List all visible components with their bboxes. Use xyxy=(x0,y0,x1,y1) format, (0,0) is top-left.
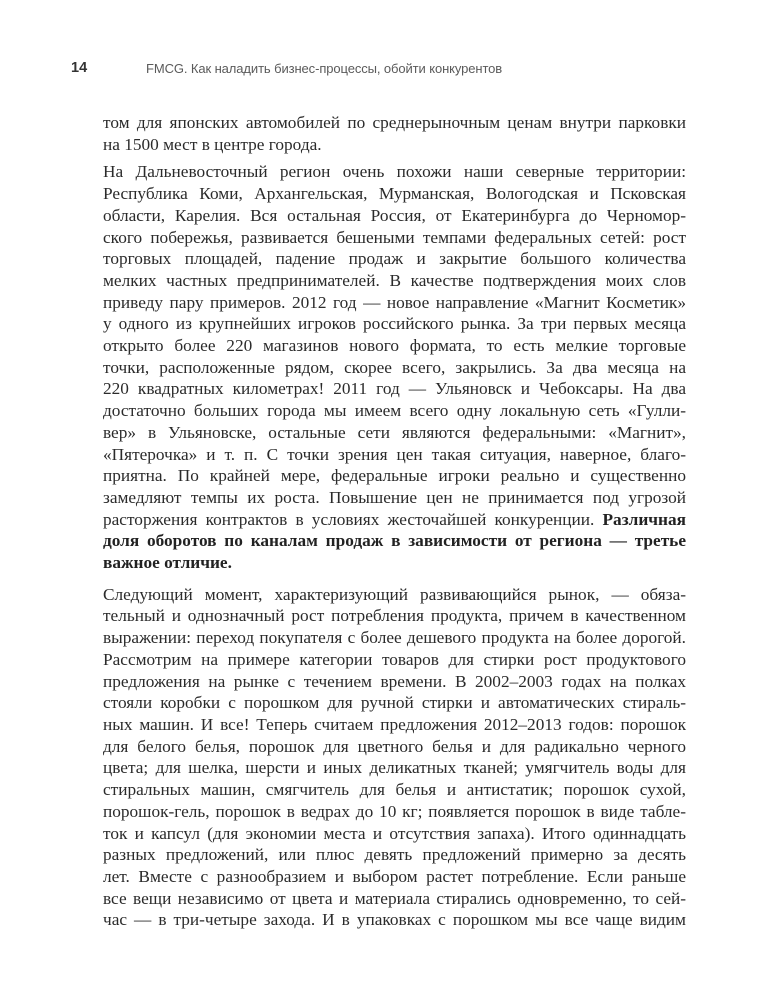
text-line: все вещи независимо от цвета и материала стирались одновременно, то сей- xyxy=(103,888,686,908)
text-normal: расторжения контрактов в условиях жесточайшей конкуренции. xyxy=(103,509,603,529)
text-line: вер» в Ульяновске, остальные сети являются федеральными: «Магнит», xyxy=(103,422,686,442)
text-line: приятна. По крайней мере, федеральные игроки реально и существенно xyxy=(103,466,686,486)
text-line: «Пятерочка» и т. п. С точки зрения цен такая ситуация, наверное, благо- xyxy=(103,444,686,464)
text-line: разных предложений, или плюс девять предложений примерно за десять xyxy=(103,845,686,865)
text-line: открыто более 220 магазинов нового формата, то есть мелкие торговые xyxy=(103,336,686,356)
text-line: стояли коробки с порошком для ручной стирки и автоматических стираль- xyxy=(103,693,686,713)
text-line: Следующий момент, характеризующий развивающийся рынок, — обяза- xyxy=(103,584,686,604)
text-line: на 1500 мест в центре города. xyxy=(103,134,322,154)
text-line-mixed xyxy=(103,509,686,531)
text-line: том для японских автомобилей по среднерыночным ценам внутри парковки xyxy=(103,113,686,132)
text-line: приведу пару примеров. 2012 год — новое направление «Магнит Косметик» xyxy=(103,292,686,312)
text-line: точки, расположенные рядом, скорее всего, закрылись. За два месяца на xyxy=(103,357,686,377)
text-line: мелких частных предпринимателей. В качестве подтверждения моих слов xyxy=(103,270,686,290)
paragraph-3 xyxy=(103,584,686,931)
text-line: для белого белья, порошок для цветного белья и для радикально черного xyxy=(103,736,686,756)
text-line: предложения на рынке с течением времени. В 2002–2003 годах на полках xyxy=(103,671,686,691)
text-line: тельный и однозначный рост потребления продукта, причем в качественном xyxy=(103,606,686,626)
text-line: выражении: переход покупателя с более дешевого продукта на более дорогой. xyxy=(103,628,686,648)
text-line: час — в три-четыре захода. И в упаковках с порошком мы все чаще видим xyxy=(103,910,686,930)
running-title: FMCG. Как наладить бизнес-процессы, обойти конкурентов xyxy=(146,61,503,76)
text-line: порошок-гель, порошок в ведрах до 10 кг; появляется порошок в виде табле- xyxy=(103,801,686,821)
text-line: Республика Коми, Архангельская, Мурманская, Вологодская и Псковская xyxy=(103,184,686,204)
text-line: 220 квадратных километрах! 2011 год — Ульяновск и Чебоксары. На два xyxy=(103,379,686,399)
emphasis-line: важное отличие. xyxy=(103,553,232,573)
body-text xyxy=(103,112,686,937)
text-line: На Дальневосточный регион очень похожи наши северные территории: xyxy=(103,162,686,182)
text-line: лет. Вместе с разнообразием и выбором растет потребление. Если раньше xyxy=(103,866,686,886)
page-number: 14 xyxy=(71,60,88,76)
emphasis-line: доля оборотов по каналам продаж в зависимости от региона — третье xyxy=(103,531,686,551)
text-line: Рассмотрим на примере категории товаров для стирки рост продуктового xyxy=(103,649,686,669)
text-line: достаточно больших города мы имеем всего одну локальную сеть «Гулли- xyxy=(103,401,686,421)
emphasis-text: Различная xyxy=(602,509,686,529)
text-line: ных машин. И все! Теперь считаем предложения 2012–2013 годов: порошок xyxy=(103,714,686,734)
text-line: ток и капсул (для экономии места и отсутствия запаха). Итого одиннадцать xyxy=(103,823,686,843)
text-line: у одного из крупнейших игроков российского рынка. За три первых месяца xyxy=(103,314,686,334)
text-line: ского побережья, развивается бешеными темпами федеральных сетей: рост xyxy=(103,227,686,247)
text-line: области, Карелия. Вся остальная Россия, от Екатеринбурга до Черномор- xyxy=(103,205,686,225)
text-line: стиральных машин, смягчитель для белья и антистатик; порошок сухой, xyxy=(103,780,686,800)
paragraph-1 xyxy=(103,112,686,155)
text-line: торговых площадей, падение продаж и закрытие большого количества xyxy=(103,249,686,269)
text-line: замедляют темпы их роста. Повышение цен не принимается под угрозой xyxy=(103,487,686,507)
paragraph-2 xyxy=(103,161,686,573)
text-line: цвета; для шелка, шерсти и иных деликатных тканей; умягчитель воды для xyxy=(103,758,686,778)
running-header xyxy=(0,60,768,80)
